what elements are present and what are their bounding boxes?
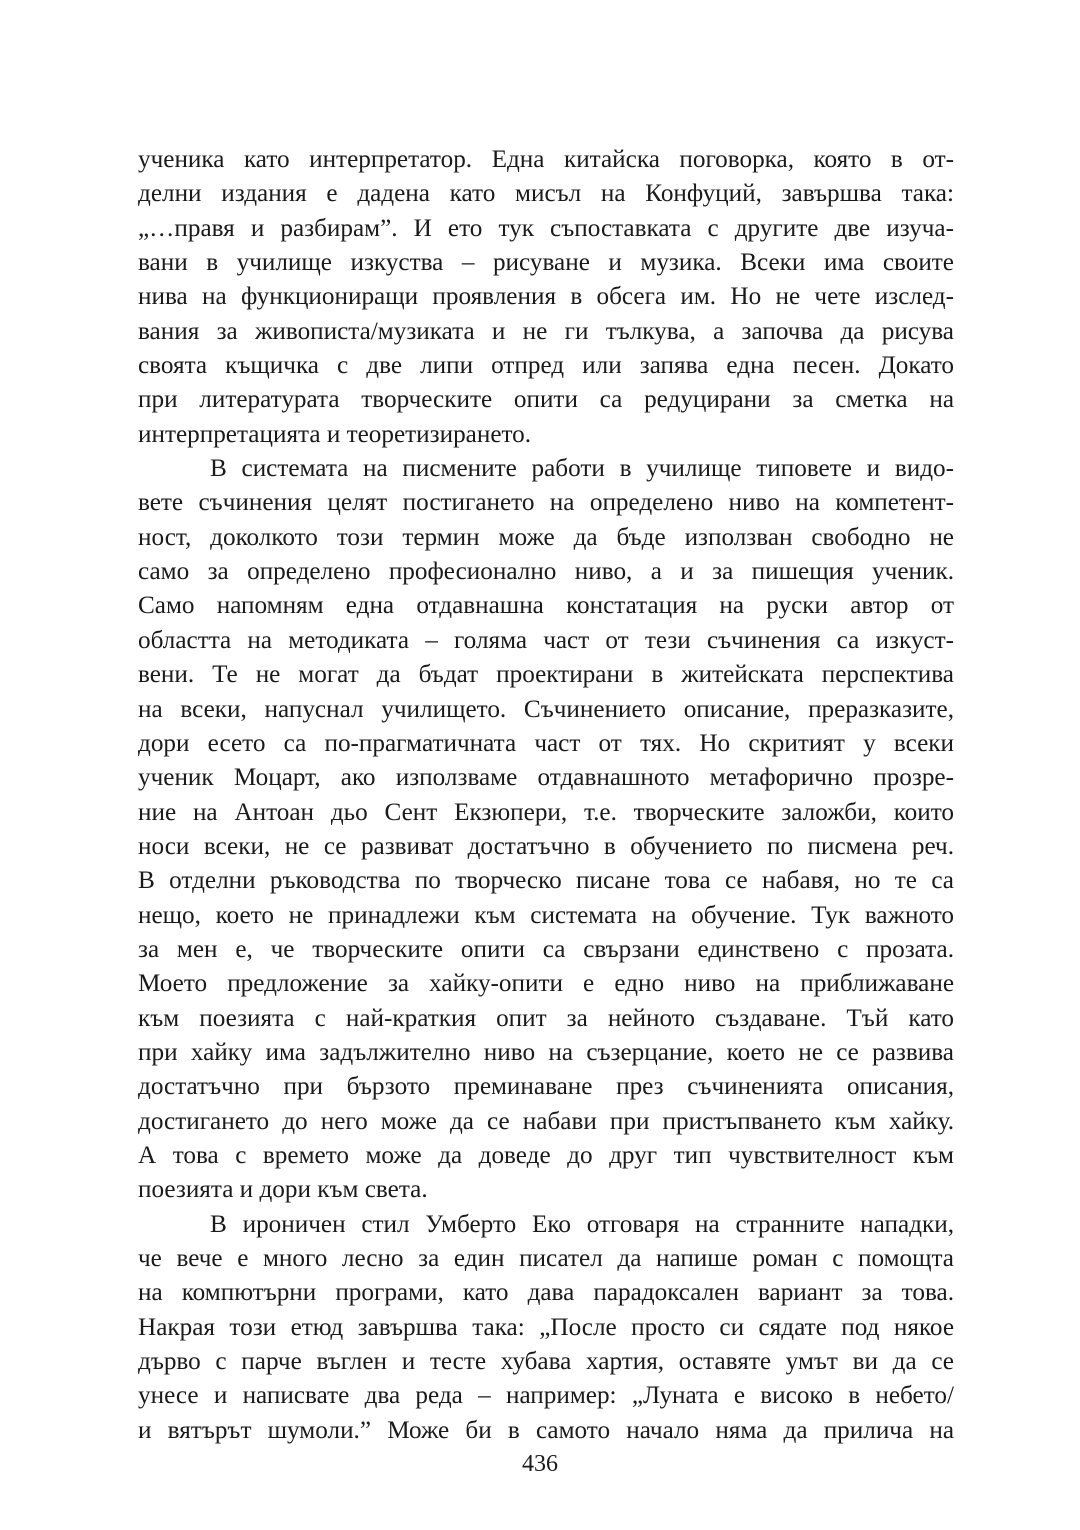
- text-line: на всеки, напуснал училището. Съчинението описание, преразказите,: [138, 695, 954, 723]
- text-line: Само напомням една отдавнашна констатация на руски автор от: [138, 592, 954, 620]
- text-line: В отделни ръководства по творческо писане това се набавя, но те са: [138, 867, 954, 895]
- text-line: вани в училище изкуства – рисуване и музика. Всеки има своите: [138, 249, 954, 277]
- text-line: делни издания е дадена като мисъл на Конфуций, завършва така:: [138, 180, 954, 208]
- text-line: В ироничен стил Умберто Еко отговаря на странните нападки,: [210, 1210, 954, 1238]
- text-line: при хайку има задължително ниво на съзерцание, което не се развива: [138, 1038, 954, 1066]
- text-line: на компютърни програми, като дава парадоксален вариант за това.: [138, 1279, 954, 1307]
- text-line: областта на методиката – голяма част от тези съчинения са изкуст-: [138, 626, 954, 654]
- text-line: ние на Антоан дьо Сент Екзюпери, т.е. творческите заложби, които: [138, 798, 954, 826]
- text-line: и вятърът шумоли.” Може би в самото начало няма да прилича на: [138, 1416, 954, 1444]
- text-line: В системата на писмените работи в училище типовете и видо-: [210, 455, 954, 483]
- text-line: само за определено професионално ниво, а и за пишещия ученик.: [138, 558, 954, 586]
- text-line: нива на функциониращи проявления в обсега им. Но не чете изслед-: [138, 283, 954, 311]
- text-line: ност, доколкото този термин може да бъде използван свободно не: [138, 523, 954, 551]
- text-line: поезията и дори към света.: [138, 1176, 428, 1204]
- text-line: вания за живописта/музиката и не ги тълкува, а започва да рисува: [138, 317, 954, 345]
- text-line: интерпретацията и теоретизирането.: [138, 420, 532, 448]
- text-line: „…правя и разбирам”. И ето тук съпоставката с другите две изуча-: [138, 214, 954, 242]
- text-line: вете съчинения целят постигането на определено ниво на компетент-: [138, 489, 954, 517]
- body-text: [138, 143, 954, 1448]
- text-line: своята къщичка с две липи отпред или запява една песен. Докато: [138, 352, 954, 380]
- text-line: ученика като интерпретатор. Една китайска поговорка, която в от-: [138, 146, 954, 173]
- text-line: достигането до него може да се набави при пристъпването към хайку.: [138, 1107, 954, 1135]
- text-line: че вече е много лесно за един писател да напише роман с помощта: [138, 1245, 954, 1272]
- text-line: дори есето са по-прагматичната част от тях. Но скритият у всеки: [138, 729, 954, 757]
- text-line: дърво с парче въглен и тесте хубава хартия, оставяте умът ви да се: [138, 1348, 954, 1376]
- text-line: унесе и написвате два реда – например: „Луната е високо в небето/: [138, 1382, 954, 1410]
- page-number: 436: [522, 1451, 558, 1477]
- text-line: вени. Те не могат да бъдат проектирани в житейската перспектива: [138, 661, 954, 689]
- text-line: нещо, което не принадлежи към системата на обучение. Тук важното: [138, 901, 954, 929]
- text-line: за мен е, че творческите опити са свързани единствено с прозата.: [138, 935, 954, 963]
- text-line: Накрая този етюд завършва така: „После просто си сядате под някое: [138, 1313, 954, 1341]
- text-line: към поезията с най-краткия опит за нейното създаване. Тъй като: [138, 1004, 954, 1032]
- text-line: при литературата творческите опити са редуцирани за сметка на: [138, 386, 954, 414]
- text-line: Моето предложение за хайку-опити е едно ниво на приближаване: [138, 970, 954, 998]
- text-line: достатъчно при бързото преминаване през съчиненията описания,: [138, 1073, 954, 1101]
- text-line: А това с времето може да доведе до друг тип чувствителност към: [138, 1141, 954, 1169]
- text-line: ученик Моцарт, ако използваме отдавнашното метафорично прозре-: [138, 764, 954, 792]
- text-line: носи всеки, не се развиват достатъчно в обучението по писмена реч.: [138, 832, 954, 860]
